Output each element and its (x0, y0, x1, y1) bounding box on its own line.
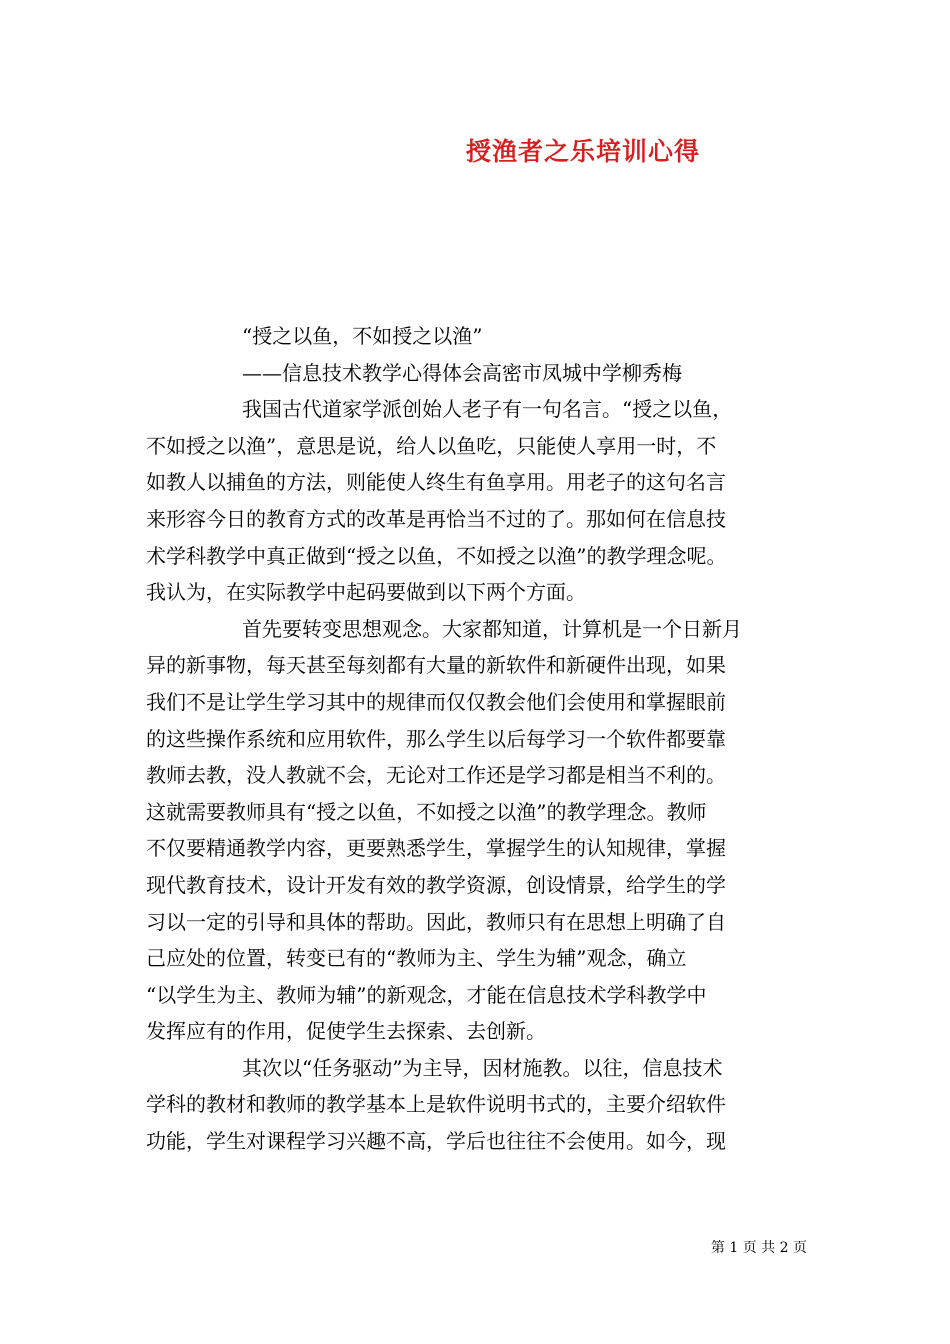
text-line: 不仅要精通教学内容，更要熟悉学生，掌握学生的认知规律，掌握 (146, 836, 726, 861)
text-line: 的这些操作系统和应用软件，那么学生以后每学习一个软件都要靠 (146, 726, 726, 751)
text-line: 现代教育技术，设计开发有效的教学资源，创设情景，给学生的学 (146, 872, 726, 897)
text-line: 如教人以捕鱼的方法，则能使人终生有鱼享用。用老子的这句名言 (146, 470, 726, 495)
document-title: 授渔者之乐培训心得 (465, 137, 700, 166)
quote-line: “授之以鱼，不如授之以渔” (242, 324, 483, 348)
text-line: 不如授之以渔”，意思是说，给人以鱼吃，只能使人享用一时，不 (146, 433, 717, 458)
text-line: 这就需要教师具有“授之以鱼，不如授之以渔”的教学理念。教师 (146, 799, 707, 824)
text-line: 发挥应有的作用，促使学生去探索、去创新。 (146, 1019, 546, 1044)
page-number: 第 1 页 共 2 页 (710, 1240, 807, 1256)
text-line: 其次以“任务驱动”为主导，因材施教。以往，信息技术 (242, 1055, 723, 1080)
text-line: 首先要转变思想观念。大家都知道，计算机是一个日新月 (242, 616, 742, 641)
text-line: 习以一定的引导和具体的帮助。因此，教师只有在思想上明确了自 (146, 909, 726, 934)
text-line: 功能，学生对课程学习兴趣不高，学后也往往不会使用。如今，现 (146, 1129, 726, 1154)
text-line: 己应处的位置，转变已有的“教师为主、学生为辅”观念，确立 (146, 946, 687, 971)
text-line: 我们不是让学生学习其中的规律而仅仅教会他们会使用和掌握眼前 (146, 689, 726, 714)
byline: ——信息技术教学心得体会高密市凤城中学柳秀梅 (242, 360, 682, 385)
text-line: 术学科教学中真正做到“授之以鱼，不如授之以渔”的教学理念呢。 (146, 543, 727, 568)
document-body (146, 318, 811, 1160)
text-line: 我认为，在实际教学中起码要做到以下两个方面。 (146, 580, 586, 605)
text-line: 异的新事物，每天甚至每刻都有大量的新软件和新硬件出现，如果 (146, 653, 726, 678)
text-line: 我国古代道家学派创始人老子有一句名言。“授之以鱼， (242, 397, 733, 422)
text-line: 教师去教，没人教就不会，无论对工作还是学习都是相当不利的。 (146, 763, 726, 788)
paragraph-lines (146, 391, 811, 1159)
text-line: 来形容今日的教育方式的改革是再恰当不过的了。那如何在信息技 (146, 506, 726, 531)
text-line: 学科的教材和教师的教学基本上是软件说明书式的，主要介绍软件 (146, 1092, 726, 1117)
text-line: “以学生为主、教师为辅”的新观念，才能在信息技术学科教学中 (146, 982, 707, 1007)
